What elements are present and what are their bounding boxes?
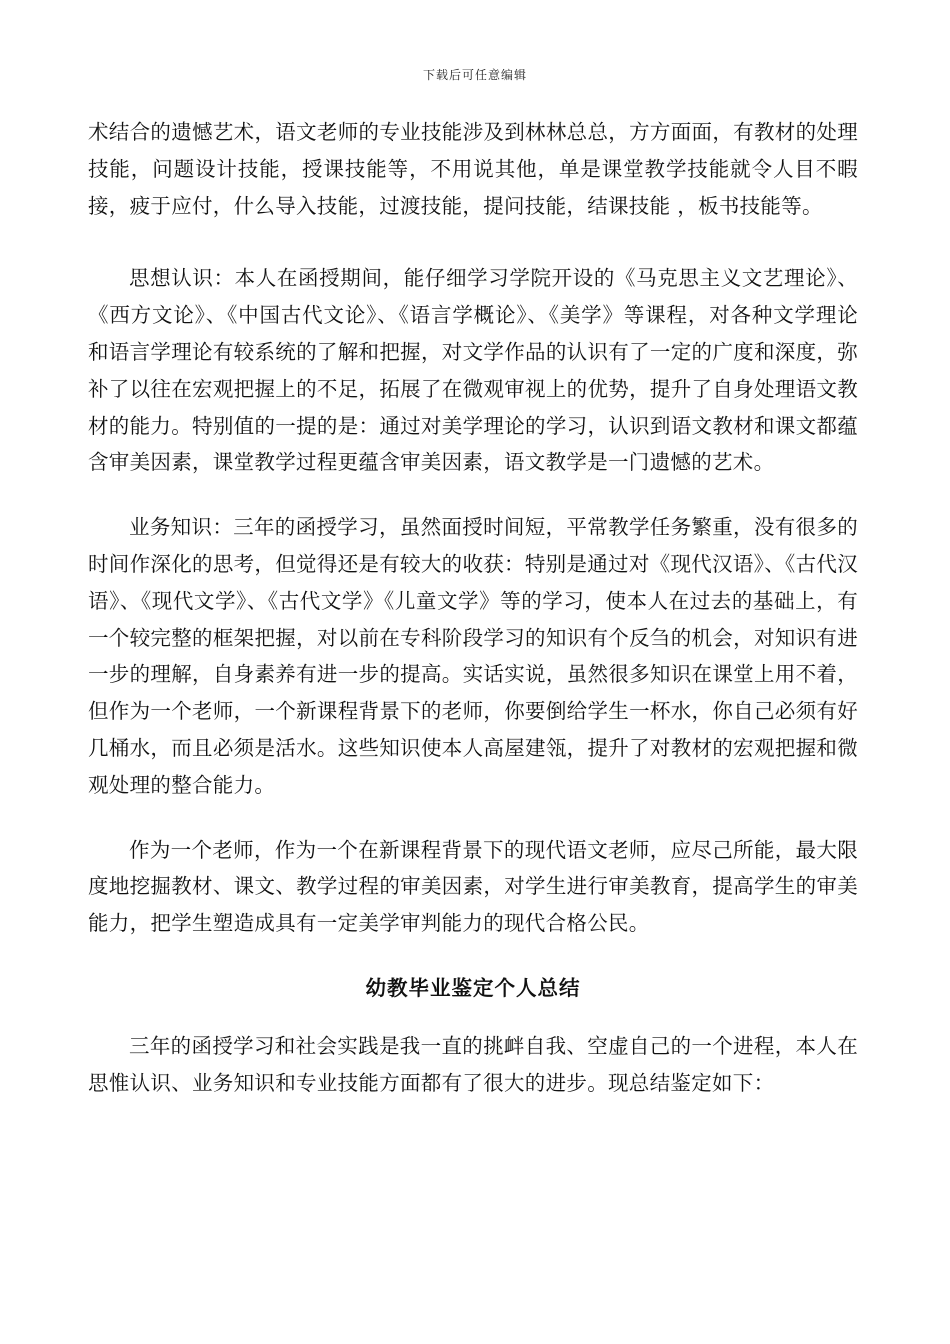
document-body (88, 114, 858, 1102)
paragraph-knowledge: 业务知识：三年的函授学习，虽然面授时间短，平常教学任务繁重，没有很多的时间作深化的思考，但觉得还是有较大的收获：特别是通过对《现代汉语》、《古代汉语》、《现代文学》、《古代文学》《儿童文学》等的学习，使本人在过去的基础上，有一个较完整的框架把握，对以前在专科阶段学习的知识有个反刍的机会，对知识有进一步的理解，自身素养有进一步的提高。实话实说，虽然很多知识在课堂上用不着，但作为一个老师，一个新课程背景下的老师，你要倒给学生一杯水，你自己必须有好几桶水，而且必须是活水。这些知识使本人高屋建瓴，提升了对教材的宏观把握和微观处理的整合能力。 (88, 515, 858, 797)
paragraph-thinking: 思想认识：本人在函授期间，能仔细学习学院开设的《马克思主义文艺理论》、《西方文论》、《中国古代文论》、《语言学概论》、《美学》等课程，对各种文学理论和语言学理论有较系统的了解和把握，对文学作品的认识有了一定的广度和深度，弥补了以往在宏观把握上的不足，拓展了在微观审视上的优势，提升了自身处理语文教材的能力。特别值的一提的是：通过对美学理论的学习，认识到语文教材和课文都蕴含审美因素，课堂教学过程更蕴含审美因素，语文教学是一门遗憾的艺术。 (88, 266, 858, 475)
section-title: 幼教毕业鉴定个人总结 (365, 975, 581, 1000)
paragraph-section-intro: 三年的函授学习和社会实践是我一直的挑衅自我、空虚自己的一个进程，本人在思惟认识、业务知识和专业技能方面都有了很大的进步。现总结鉴定如下： (88, 1033, 858, 1095)
paragraph-continuation: 术结合的遗憾艺术，语文老师的专业技能涉及到林林总总，方方面面，有教材的处理技能，问题设计技能，授课技能等，不用说其他，单是课堂教学技能就令人目不暇接，疲于应付，什么导入技能，过渡技能，提问技能，结课技能 ，板书技能等。 (88, 120, 858, 218)
page-header: 下载后可任意编辑 (422, 68, 527, 82)
paragraph-conclusion: 作为一个老师，作为一个在新课程背景下的现代语文老师，应尽己所能，最大限度地挖掘教材、课文、教学过程的审美因素，对学生进行审美教育，提高学生的审美能力，把学生塑造成具有一定美学审判能力的现代合格公民。 (88, 837, 858, 936)
